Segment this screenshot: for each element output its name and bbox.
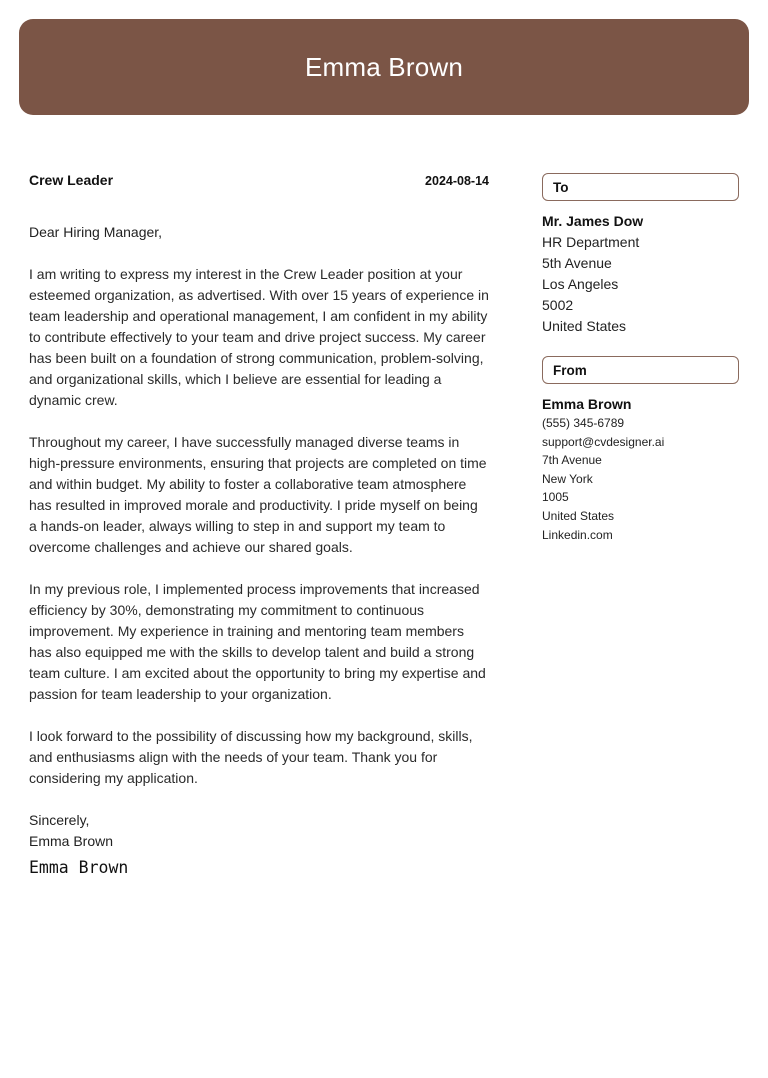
recipient-country: United States (542, 318, 627, 334)
sender-linkedin: Linkedin.com (542, 527, 613, 542)
recipient-department: HR Department (542, 234, 640, 250)
sender-street: 7th Avenue (542, 453, 602, 468)
recipient-address (542, 211, 739, 337)
header-banner (19, 19, 749, 115)
header-name: Emma Brown (304, 51, 464, 82)
to-label: To (553, 179, 569, 195)
salutation: Dear Hiring Manager, (29, 224, 163, 240)
recipient-zip: 5002 (542, 297, 574, 313)
letter-body (29, 172, 489, 877)
paragraph-1: I am writing to express my interest in the Crew Leader position at your esteemed organization, as advertised. With over 15 years of experience in team leadership and operational management, I am confident in my ability to contribute effectively to your team and drive project success. My career has been built on a foundation of strong communication, problem-solving, and organizational skills, which I believe are essential for leading a dynamic crew. (29, 266, 489, 408)
closing-name: Emma Brown (29, 833, 114, 849)
from-label: From (553, 362, 587, 378)
sender-city: New York (542, 471, 593, 486)
sender-name: Emma Brown (542, 396, 632, 412)
sender-zip: 1005 (542, 490, 569, 505)
job-title: Crew Leader (29, 172, 114, 188)
closing-phrase: Sincerely, (29, 812, 90, 828)
address-sidebar (542, 173, 739, 544)
paragraph-2: Throughout my career, I have successfully managed diverse teams in high-pressure environments, ensuring that projects are completed on time and within budget. My ability to foster a collaborative team atmosphere has resulted in improved morale and productivity. I pride myself on being a hands-on leader, always willing to step in and support my team to overcome challenges and achieve our shared goals. (29, 434, 487, 555)
to-label-box (542, 173, 739, 201)
from-label-box (542, 356, 739, 384)
letter-meta (29, 172, 489, 194)
recipient-street: 5th Avenue (542, 255, 612, 271)
sender-address (542, 394, 739, 544)
paragraph-4: I look forward to the possibility of discussing how my background, skills, and enthusiasms align with the needs of your team. Thank you for considering my application. (29, 728, 473, 786)
closing (29, 810, 489, 852)
recipient-city: Los Angeles (542, 276, 619, 292)
sender-phone: (555) 345-6789 (542, 416, 625, 430)
signature: Emma Brown (29, 858, 129, 877)
letter-date: 2024-08-14 (425, 174, 489, 188)
recipient-name: Mr. James Dow (542, 213, 644, 229)
sender-email: support@cvdesigner.ai (542, 434, 665, 449)
paragraph-3: In my previous role, I implemented process improvements that increased efficiency by 30%, demonstrating my commitment to continuous improvement. My experience in training and mentoring team members has also equipped me with the skills to develop talent and build a strong team culture. I am excited about the opportunity to bring my expertise and passion for team leadership to your organization. (29, 581, 486, 702)
sender-country: United States (542, 508, 615, 523)
